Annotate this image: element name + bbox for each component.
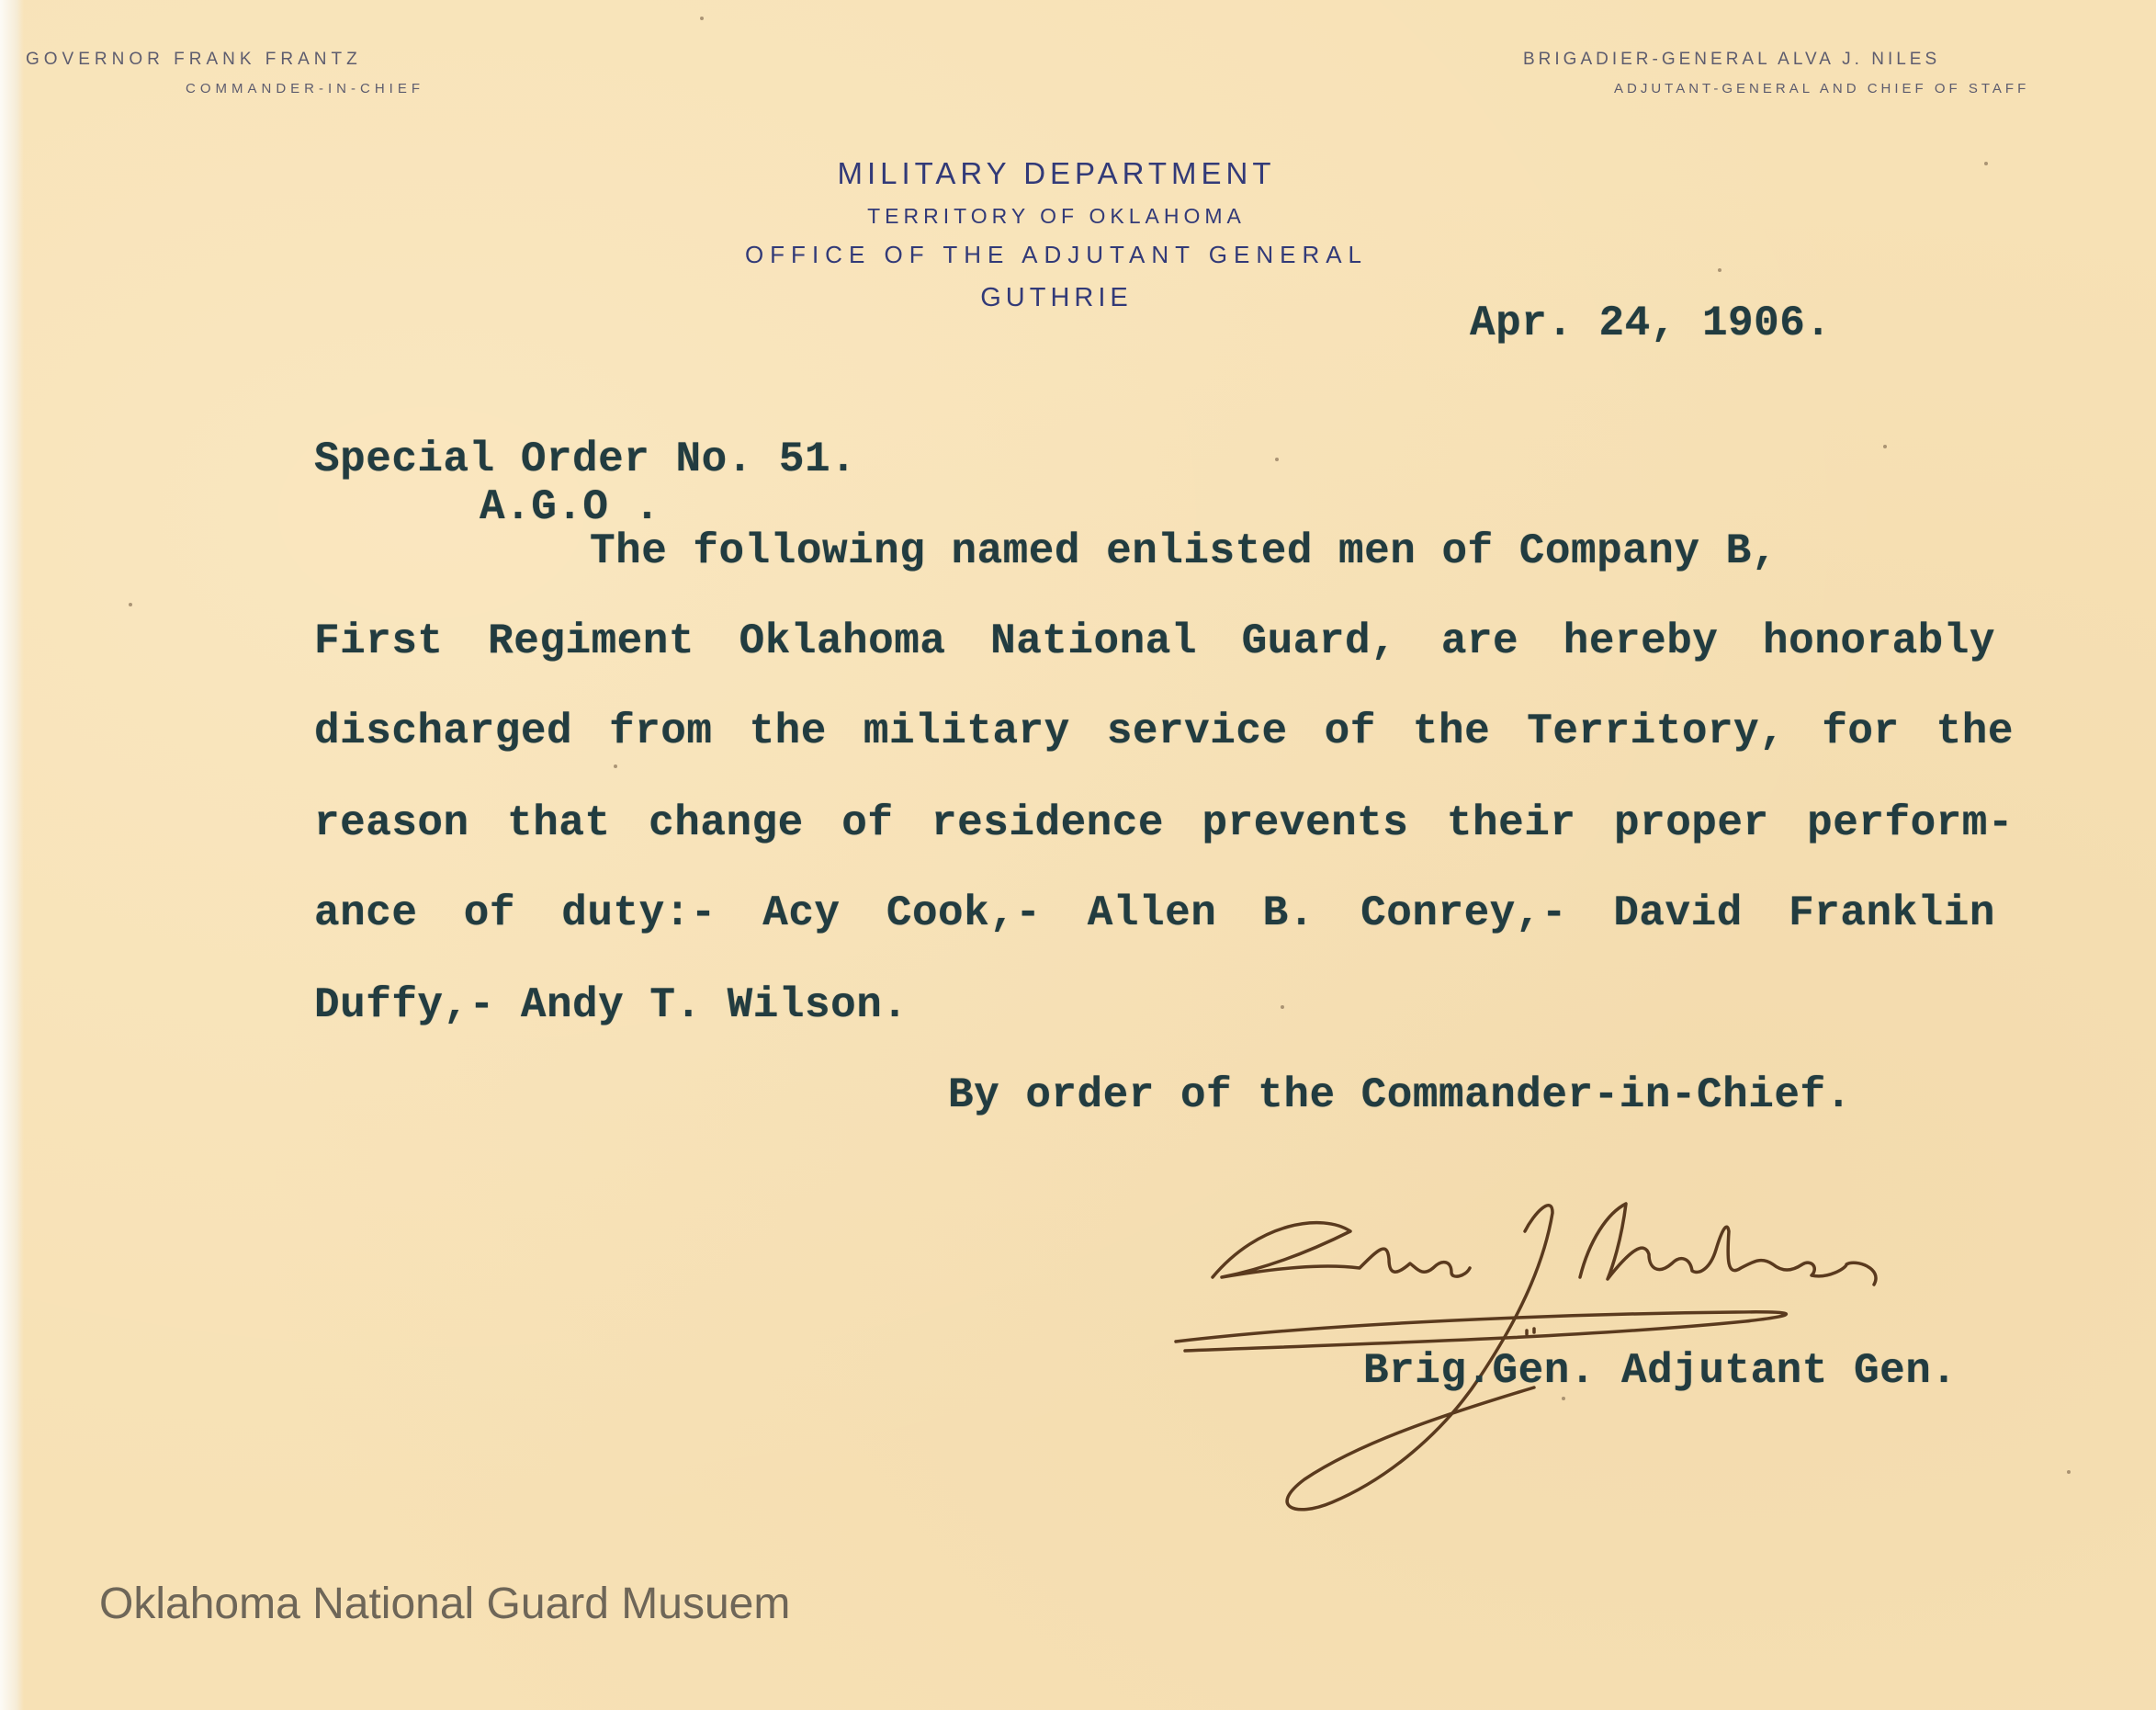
body-line: First Regiment Oklahoma National Guard, are hereby honorably [314, 617, 1995, 665]
paper-speck [700, 17, 704, 20]
museum-watermark: Oklahoma National Guard Musuem [99, 1580, 791, 1628]
letter-date: Apr. 24, 1906. [1470, 300, 1832, 347]
ago-reference: A.G.O . [480, 483, 660, 531]
letterhead-governor-title: COMMANDER-IN-CHIEF [186, 81, 424, 96]
letterhead-department: MILITARY DEPARTMENT [837, 156, 1276, 190]
letterhead-office: OFFICE OF THE ADJUTANT GENERAL [744, 241, 1369, 268]
body-line: ance of duty:- Acy Cook,- Allen B. Conrey,- David Franklin [314, 889, 1995, 937]
letterhead-adjutant-name: BRIGADIER-GENERAL ALVA J. NILES [1523, 50, 1941, 69]
letterhead-territory: TERRITORY OF OKLAHOMA [867, 204, 1246, 228]
body-line: discharged from the military service of the Territory, for the [314, 708, 2014, 755]
paper-speck [1281, 1005, 1284, 1009]
signer-title: Brig.Gen. Adjutant Gen. [1363, 1347, 1958, 1395]
paper-speck [1275, 458, 1279, 461]
letterhead-city: GUTHRIE [980, 283, 1133, 312]
body-line: The following named enlisted men of Company B, [590, 527, 1778, 575]
paper-speck [1883, 445, 1887, 448]
body-line: reason that change of residence prevents their proper perform- [314, 799, 2014, 847]
paper-speck [614, 764, 617, 768]
body-line: Duffy,- Andy T. Wilson. [314, 981, 909, 1029]
paper-speck [2067, 1470, 2071, 1474]
closing-line: By order of the Commander-in-Chief. [948, 1071, 1852, 1119]
paper-speck [129, 603, 132, 606]
letterhead-governor-name: GOVERNOR FRANK FRANTZ [26, 50, 362, 69]
order-heading: Special Order No. 51. [314, 436, 857, 483]
signature-image [1148, 1176, 1975, 1516]
letterhead-adjutant-title: ADJUTANT-GENERAL AND CHIEF OF STAFF [1614, 81, 2030, 96]
